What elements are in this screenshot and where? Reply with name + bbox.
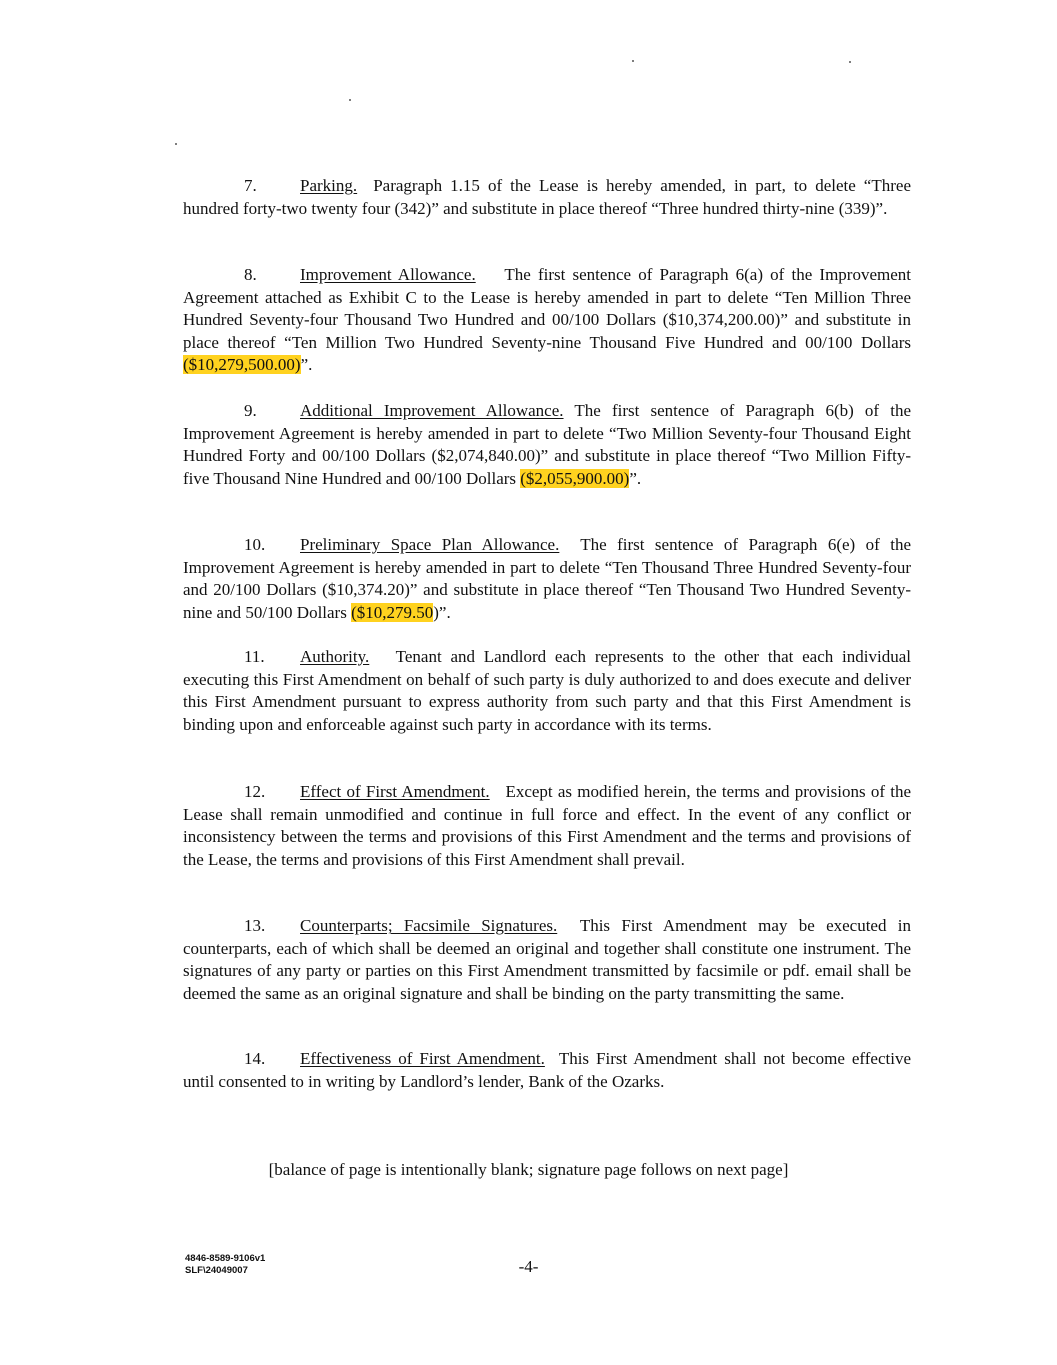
page-number: -4- xyxy=(518,1257,539,1276)
paragraph-body: The first sentence of Paragraph 6(a) of the Improvement Agreement attached as Exhibit C to the Lease is hereby amended in part to delete “Ten Million Three Hundred Seventy-four Thousand Two Hundred and 00/100 Dollars ($10,374,200.00)” and substitute in place thereof “Ten Million Two Hundred Seventy-nine Thousand Five Hundred and 00/100 Dollars xyxy=(183,265,912,352)
paragraph-body-end: ”. xyxy=(629,468,642,488)
paragraph-11 xyxy=(183,646,911,736)
paragraph-number: 8. xyxy=(244,265,257,284)
paragraph-body: Except as modified herein, the terms and provisions of the Lease shall remain unmodified and continue in full force and effect. In the event of any conflict or inconsistency between the terms and provisions of this First Amendment and the terms and provisions of the Lease, the terms and provisions of this First Amendment shall prevail. xyxy=(183,782,912,869)
highlighted-amount: ($2,055,900.00) xyxy=(520,468,630,488)
highlighted-amount: ($10,279.50 xyxy=(351,602,434,622)
highlighted-amount: ($10,279,500.00) xyxy=(183,355,301,374)
paragraph-7 xyxy=(183,175,911,220)
paragraph-8 xyxy=(183,264,911,377)
blank-page-note: [balance of page is intentionally blank; signature page follows on next page] xyxy=(268,1160,789,1179)
paragraph-number: 9. xyxy=(244,401,257,420)
paragraph-10 xyxy=(183,534,911,624)
paragraph-body: This First Amendment may be executed in counterparts, each of which shall be deemed an original and together shall constitute one instrument. The signatures of any party or parties on this First Amendment transmitted by facsimile or pdf. email shall be deemed the same as an original signature and shall be binding on the party transmitting the same. xyxy=(183,916,911,1003)
paragraph-heading: Preliminary Space Plan Allowance. xyxy=(300,535,560,554)
paragraph-heading: Parking. xyxy=(300,176,358,195)
paragraph-number: 11. xyxy=(244,647,265,666)
file-reference: SLF\24049007 xyxy=(185,1265,248,1276)
paragraph-body: The first sentence of Paragraph 6(e) of the Improvement Agreement is hereby amended in part to delete “Ten Thousand Three Hundred Seventy-four and 20/100 Dollars ($10,374.20)” and substitute in place thereof “Ten Thousand Two Hundred Seventy-nine and 50/100 Dollars xyxy=(183,535,911,622)
scan-speck xyxy=(849,61,851,63)
scan-speck xyxy=(175,143,177,145)
document-id: 4846-8589-9106v1 xyxy=(185,1253,266,1264)
paragraph-14 xyxy=(183,1048,911,1093)
paragraph-13 xyxy=(183,915,911,1005)
paragraph-body: Paragraph 1.15 of the Lease is hereby amended, in part, to delete “Three hundred forty-two twenty four (342)” and substitute in place thereof “Three hundred thirty-nine (339)”. xyxy=(183,176,911,218)
paragraph-number: 10. xyxy=(244,535,266,554)
paragraph-body-end: )”. xyxy=(433,602,451,622)
paragraph-body: Tenant and Landlord each represents to the other that each individual executing this First Amendment on behalf of such party is duly authorized to and does execute and deliver this First Amendment pursuant to express authority from such party and that this First Amendment is binding upon and enforceable against such party in accordance with its terms. xyxy=(183,647,911,734)
paragraph-heading: Effectiveness of First Amendment. xyxy=(300,1049,545,1068)
scan-speck xyxy=(632,60,634,62)
paragraph-body: This First Amendment shall not become effective until consented to in writing by Landlord’s lender, Bank of the Ozarks. xyxy=(183,1049,911,1091)
paragraph-9 xyxy=(183,400,911,490)
paragraph-number: 13. xyxy=(244,916,266,935)
paragraph-heading: Effect of First Amendment. xyxy=(300,782,490,801)
paragraph-12 xyxy=(183,781,911,871)
paragraph-body: The first sentence of Paragraph 6(b) of the Improvement Agreement is hereby amended in part to delete “Two Million Seventy-four Thousand Eight Hundred Forty and 00/100 Dollars ($2,074,840.00)” and substitute in place thereof “Two Million Fifty-five Thousand Nine Hundred and 00/100 Dollars xyxy=(183,401,911,488)
paragraph-heading: Improvement Allowance. xyxy=(300,265,476,284)
paragraph-number: 14. xyxy=(244,1049,266,1068)
paragraph-number: 7. xyxy=(244,176,257,195)
paragraph-heading: Counterparts; Facsimile Signatures. xyxy=(300,916,558,935)
paragraph-number: 12. xyxy=(244,782,266,801)
paragraph-heading: Authority. xyxy=(300,647,370,666)
paragraph-heading: Additional Improvement Allowance. xyxy=(300,401,564,420)
scan-speck xyxy=(349,99,351,101)
paragraph-body-end: ”. xyxy=(300,355,313,374)
